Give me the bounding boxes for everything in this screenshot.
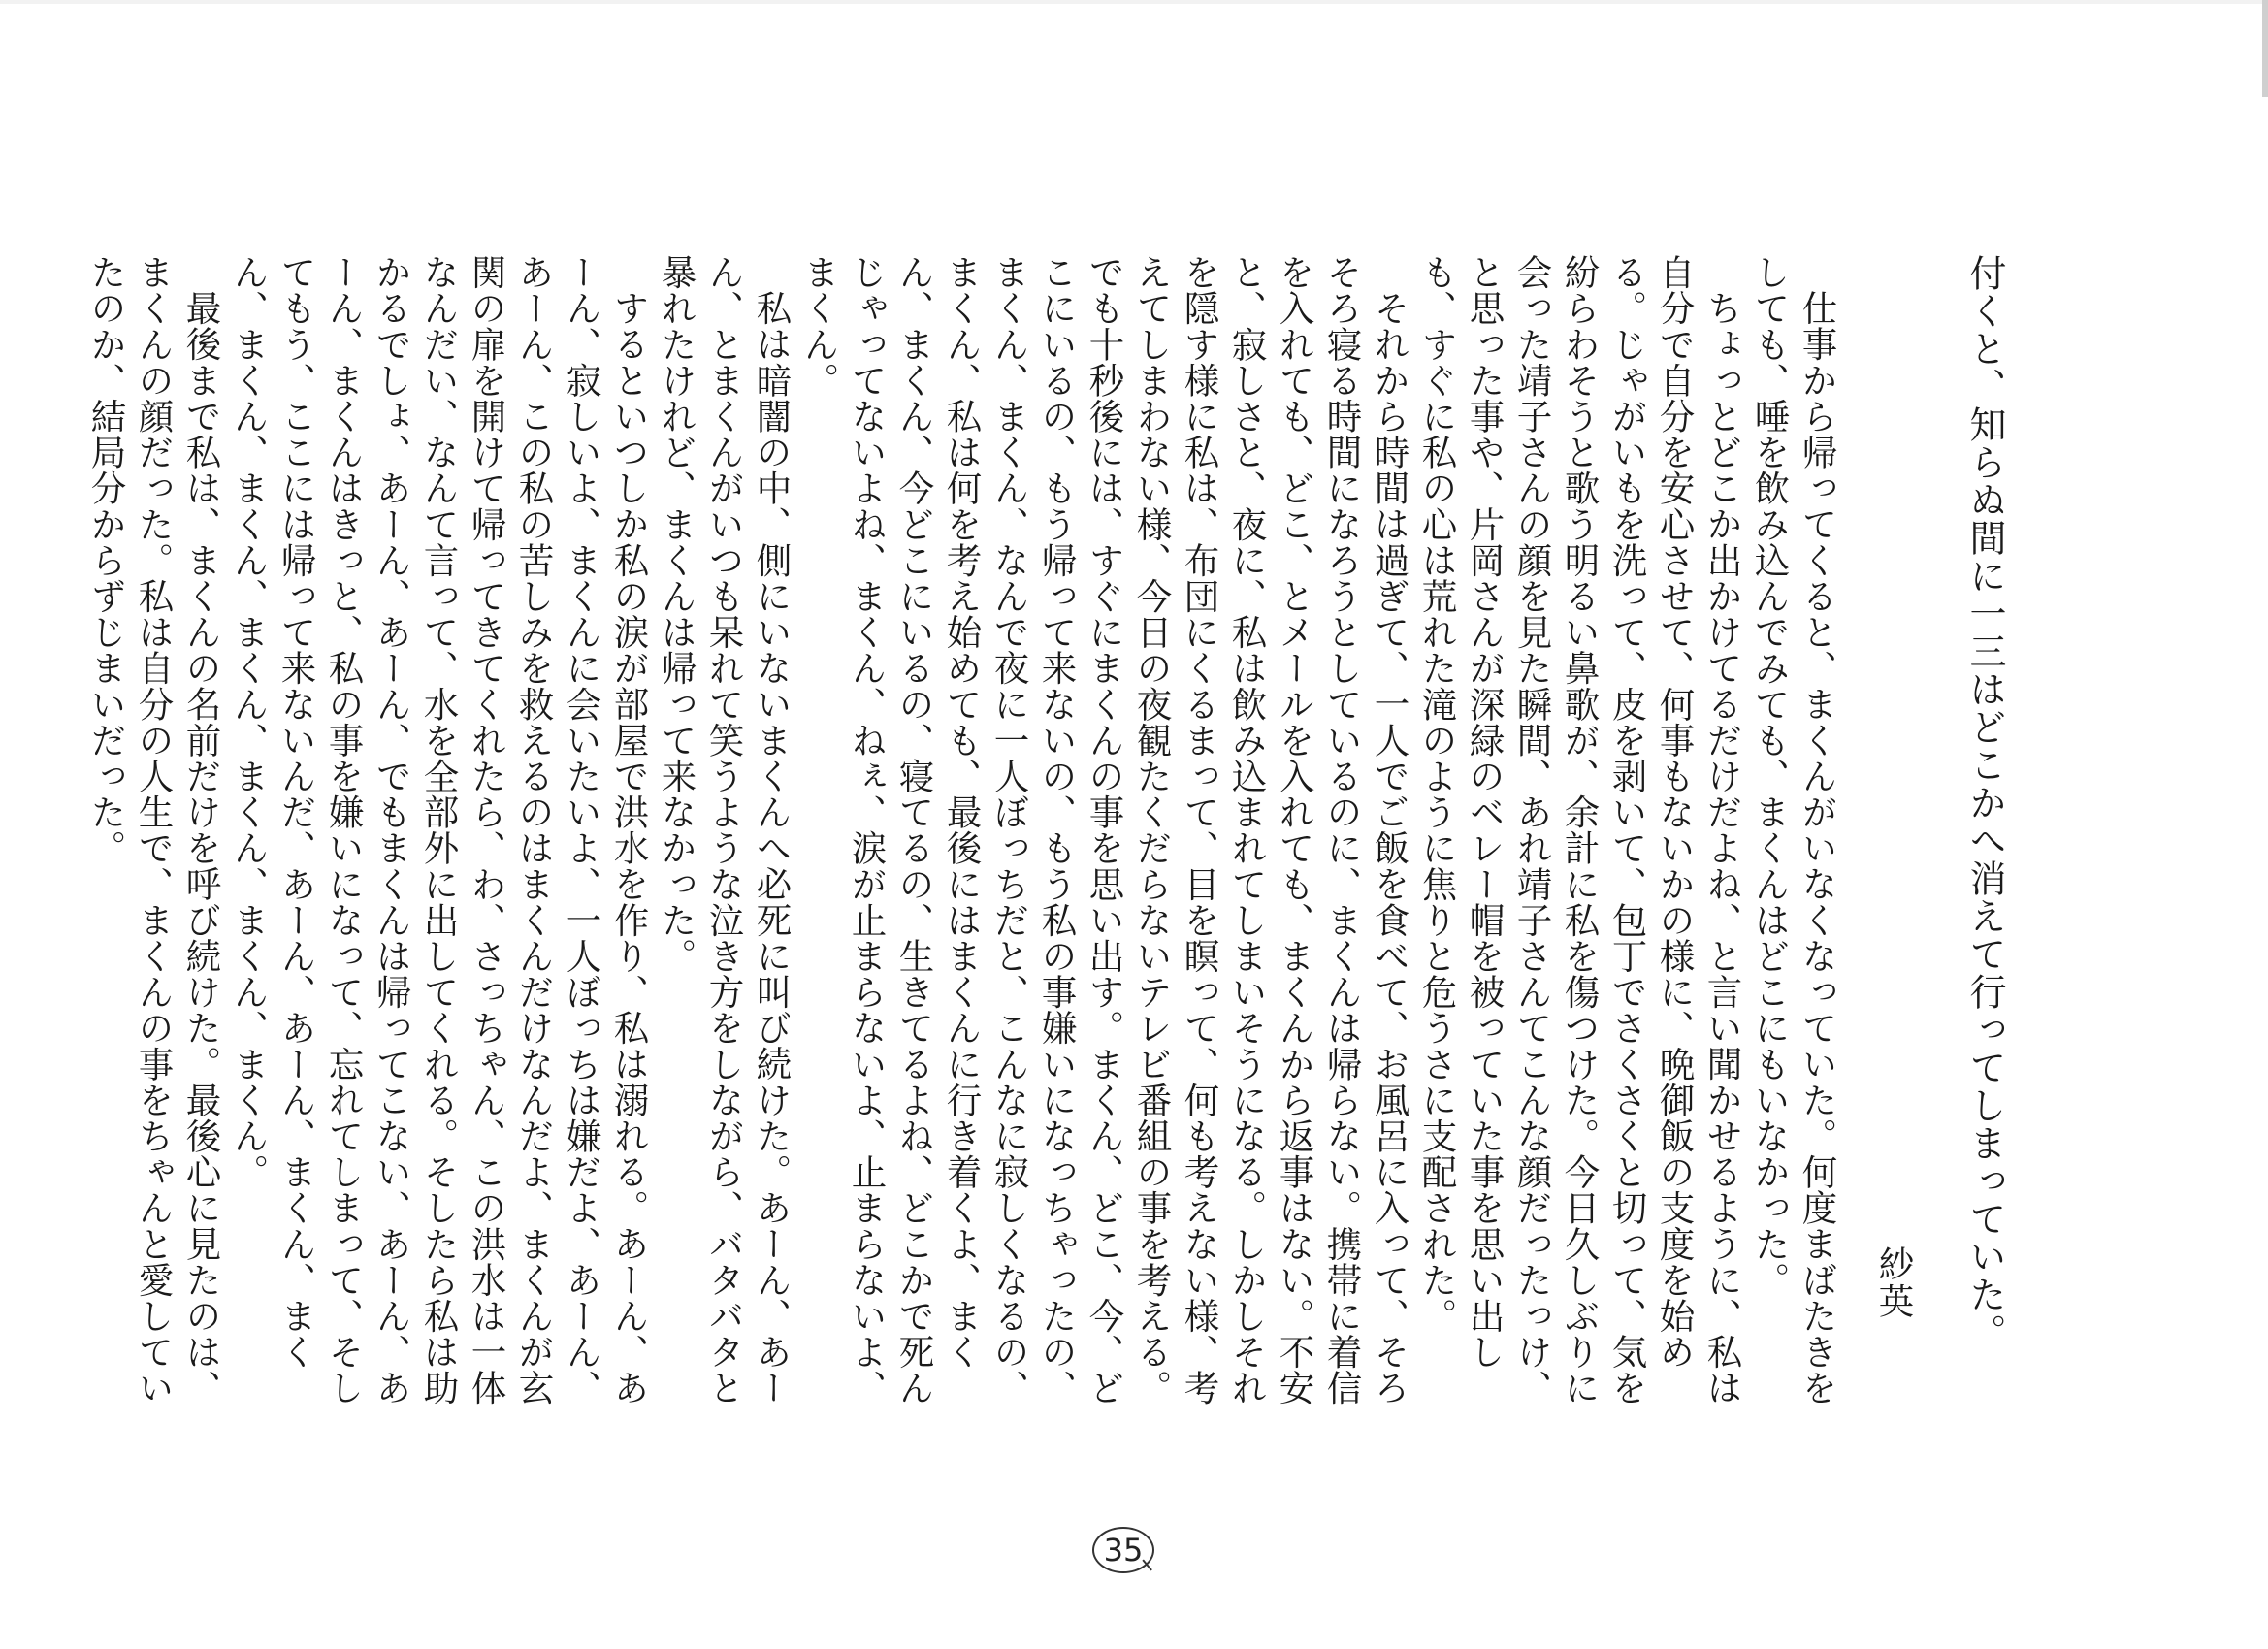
scan-border: [2262, 0, 2268, 97]
paragraph-2: ちょっとどこか出かけてるだけだよね、と言い聞かせるように、私は自分で自分を安心させて、何事もないかの様に、晩御飯の支度を始める。じゃがいもを洗って、皮を剥いて、包丁でさくさくと切って、気を紛らわそうと歌う明るい鼻歌が、余計に私を傷つけた。今日久しぶりに会った靖子さんの顔を見た瞬間、あれ靖子さんてこんな顔だったっけ、と思った事や、片岡さんが深緑のベレー帽を被っていた事を思い出しも、すぐに私の心は荒れた滝のように焦りと危うさに支配された。: [1416, 254, 1743, 1406]
paragraph-3: それから時間は過ぎて、一人でご飯を食べて、お風呂に入って、そろそろ寝る時間になろうとしているのに、まくんは帰らない。携帯に着信を入れても、どこ、とメールを入れても、まくんから返事はない。不安と、寂しさと、夜に、私は飲み込まれてしまいそうになる。しかしそれを隠す様に私は、布団にくるまって、目を瞑って、何も考えない様、考えてしまわない様、今日の夜観たくだらないテレビ番組の事を考える。でも十秒後には、すぐにまくんの事を思い出す。まくん、どこ、今、どこにいるの、もう帰って来ないの、もう私の事嫌いになっちゃったの、まくん、まくん、なんで夜に一人ぼっちだと、こんなに寂しくなるの、まくん、私は何を考え始めても、最後にはまくんに行き着くよ、まくん、まくん、今どこにいるの、寝てるの、生きてるよね、どこかで死んじゃってないよね、まくん、ねぇ、涙が止まらないよ、止まらないよ、まくん。: [798, 254, 1410, 1406]
paragraph-6: 最後まで私は、まくんの名前だけを呼び続けた。最後心に見たのは、まくんの顔だった。私は自分の人生で、まくんの事をちゃんと愛していたのか、結局分からずじまいだった。: [85, 254, 222, 1406]
page-number: 35: [1092, 1527, 1154, 1573]
vertical-text-body: [85, 254, 2008, 1408]
paragraph-5: するといつしか私の涙が部屋で洪水を作り、私は溺れる。あーん、あーん、寂しいよ、まくんに会いたいよ、一人ぼっちは嫌だよ、あーん、あーん、この私の苦しみを救えるのはまくんだけなんだよ、まくんが玄関の扉を開けて帰ってきてくれたら、わ、さっちゃん、この洪水は一体なんだい、なんて言って、水を全部外に出してくれる。そしたら私は助かるでしょ、あーん、あーん、でもまくんは帰ってこない、あーん、あーん、まくんはきっと、私の事を嫌いになって、忘れてしまって、そしてもう、ここには帰って来ないんだ、あーん、あーん、まくん、まくん、まくん、まくん、まくん、まくん、まくん、まくん。: [228, 254, 650, 1406]
story-title: 付くと、知らぬ間に一三はどこかへ消えて行ってしまっていた。: [1963, 254, 2006, 1351]
scan-top-edge: [0, 0, 2268, 4]
paragraph-4: 私は暗闇の中、側にいないまくんへ必死に叫び続けた。あーん、あーん、とまくんがいつも呆れて笑うような泣き方をしながら、バタバタと暴れたけれど、まくんは帰って来なかった。: [656, 254, 793, 1406]
author-name: 紗英: [1873, 1245, 1915, 1320]
paragraph-1: 仕事から帰ってくると、まくんがいなくなっていた。何度まばたきをしても、唾を飲み込んでみても、まくんはどこにもいなかった。: [1749, 254, 1838, 1406]
